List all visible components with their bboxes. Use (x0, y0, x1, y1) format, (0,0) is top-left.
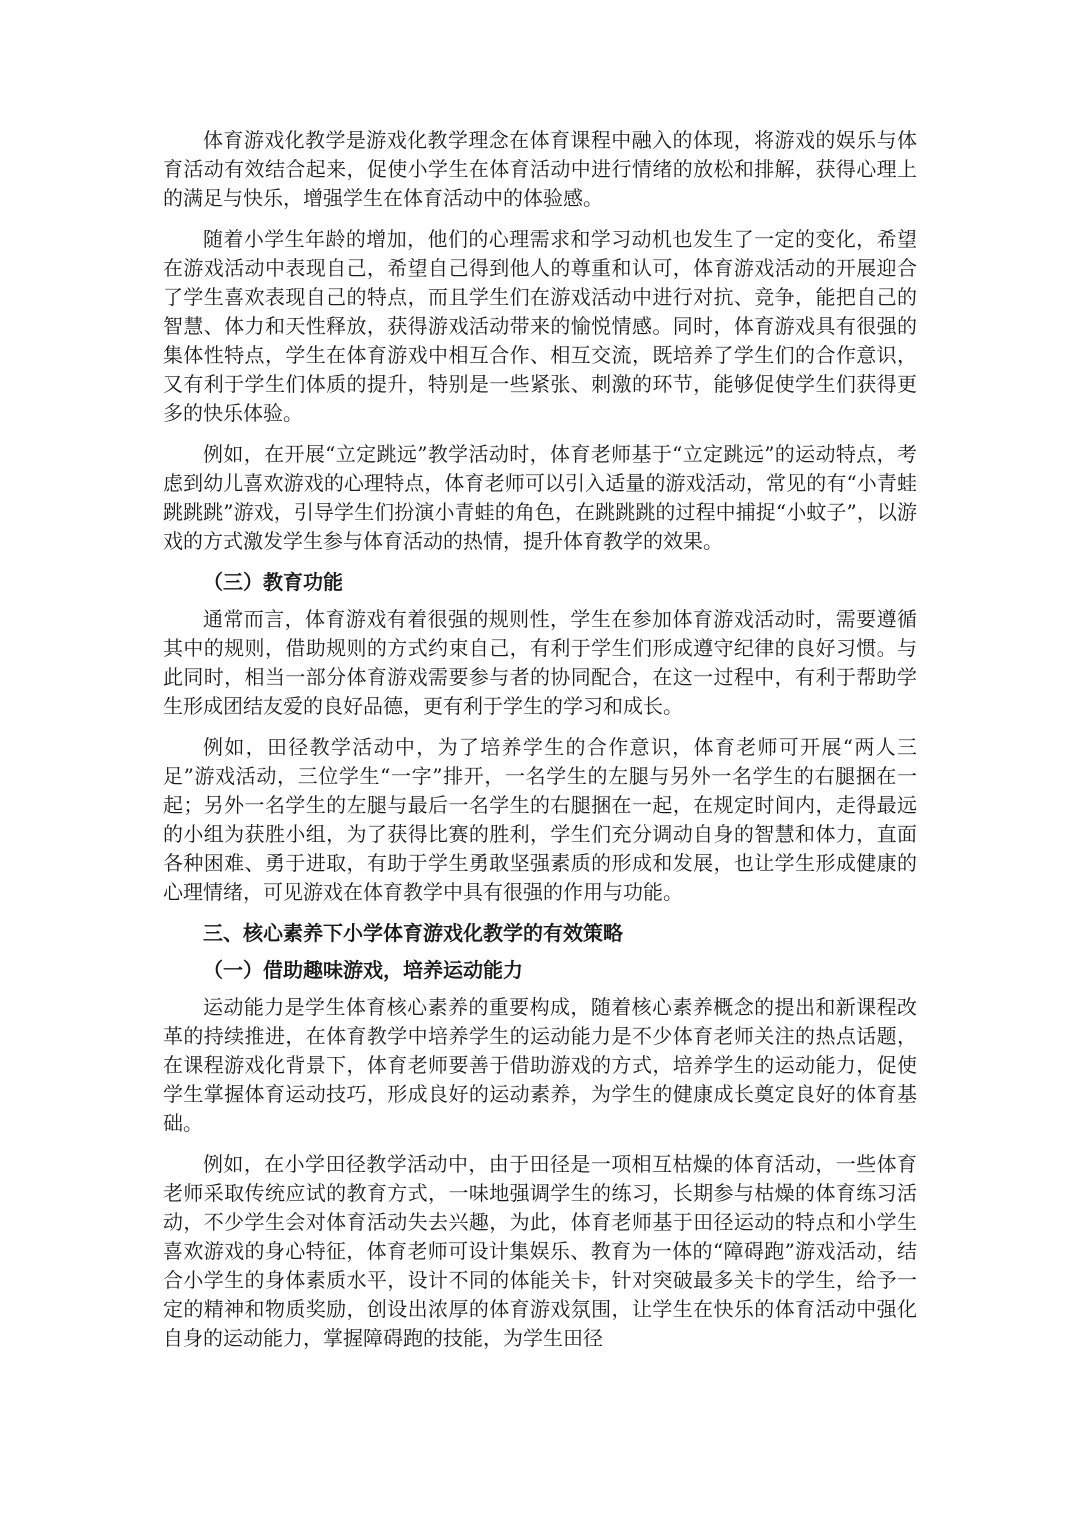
paragraph-obstacle-run-example: 例如，在小学田径教学活动中，由于田径是一项相互枯燥的体育活动，一些体育老师采取传统应试的教育方式，一味地强调学生的练习，长期参与枯燥的体育练习活动，不少学生会对体育活动失去兴趣，为此，体育老师基于田径运动的特点和小学生喜欢游戏的身心特征，体育老师可设计集娱乐、教育为一体的“障碍跑”游戏活动，结合小学生的身体素质水平，设计不同的体能关卡，针对突破最多关卡的学生，给予一定的精神和物质奖励，创设出浓厚的体育游戏氛围，让学生在快乐的体育活动中强化自身的运动能力，掌握障碍跑的技能，为学生田径 (163, 1152, 917, 1350)
paragraph-psychological-needs: 随着小学生年龄的增加，他们的心理需求和学习动机也发生了一定的变化，希望在游戏活动中表现自己，希望自己得到他人的尊重和认可，体育游戏活动的开展迎合了学生喜欢表现自己的特点，而且学生们在游戏活动中进行对抗、竞争，能把自己的智慧、体力和天性释放，获得游戏活动带来的愉悦情感。同时，体育游戏具有很强的集体性特点，学生在体育游戏中相互合作、相互交流，既培养了学生们的合作意识，又有利于学生们体质的提升，特别是一些紧张、刺激的环节，能够促使学生们获得更多的快乐体验。 (163, 227, 917, 425)
paragraph-rules: 通常而言，体育游戏有着很强的规则性，学生在参加体育游戏活动时，需要遵循其中的规则，借助规则的方式约束自己，有利于学生们形成遵守纪律的良好习惯。与此同时，相当一部分体育游戏需要参与者的协同配合，在这一过程中，有利于帮助学生形成团结友爱的良好品德，更有利于学生的学习和成长。 (163, 607, 917, 718)
paragraph-motor-ability: 运动能力是学生体育核心素养的重要构成，随着核心素养概念的提出和新课程改革的持续推进，在体育教学中培养学生的运动能力是不少体育老师关注的热点话题，在课程游戏化背景下，体育老师要善于借助游戏的方式，培养学生的运动能力，促使学生掌握体育运动技巧，形成良好的运动素养，为学生的健康成长奠定良好的体育基础。 (163, 995, 917, 1135)
heading-education-function: （三）教育功能 (203, 570, 343, 594)
heading-section-three: 三、核心素养下小学体育游戏化教学的有效策略 (203, 921, 623, 945)
heading-subsection-one: （一）借助趣味游戏，培养运动能力 (203, 958, 523, 982)
paragraph-long-jump-example: 例如，在开展“立定跳远”教学活动时，体育老师基于“立定跳远”的运动特点，考虑到幼儿喜欢游戏的心理特点，体育老师可以引入适量的游戏活动，常见的有“小青蛙跳跳跳”游戏，引导学生们扮演小青蛙的角色，在跳跳跳的过程中捕捉“小蚊子”，以游戏的方式激发学生参与体育活动的热情，提升体育教学的效果。 (163, 442, 917, 553)
paragraph-game-teaching-intro: 体育游戏化教学是游戏化教学理念在体育课程中融入的体现，将游戏的娱乐与体育活动有效结合起来，促使小学生在体育活动中进行情绪的放松和排解，获得心理上的满足与快乐，增强学生在体育活动中的体验感。 (163, 128, 917, 210)
paragraph-three-legged-example: 例如，田径教学活动中，为了培养学生的合作意识，体育老师可开展“两人三足”游戏活动，三位学生“一字”排开，一名学生的左腿与另外一名学生的右腿捆在一起；另外一名学生的左腿与最后一名学生的右腿捆在一起，在规定时间内，走得最远的小组为获胜小组，为了获得比赛的胜利，学生们充分调动自身的智慧和体力，直面各种困难、勇于进取，有助于学生勇敢坚强素质的形成和发展，也让学生形成健康的心理情绪，可见游戏在体育教学中具有很强的作用与功能。 (163, 735, 917, 904)
document-body (163, 126, 917, 1353)
